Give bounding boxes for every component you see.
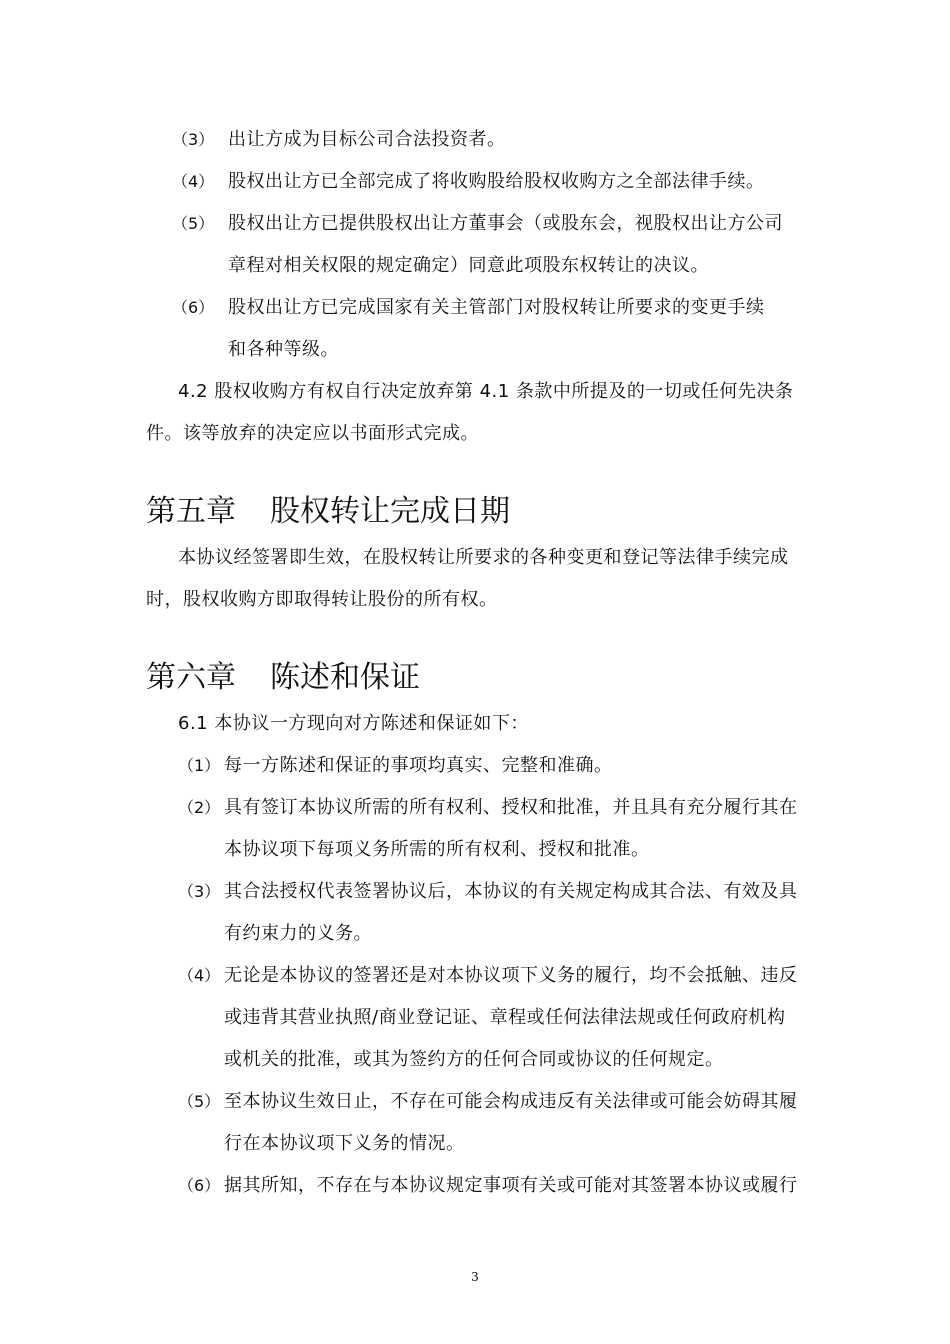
list-item-text: 具有签订本协议所需的所有权利、授权和批准，并且具有充分履行其在: [224, 797, 798, 818]
list-item-text: 据其所知，不存在与本协议规定事项有关或可能对其签署本协议或履行: [224, 1175, 798, 1196]
page-number: 3: [471, 1270, 479, 1284]
clause-4-2-text: 件。该等放弃的决定应以书面形式完成。: [146, 423, 479, 444]
clause-4-2-text: 4.2 股权收购方有权自行决定放弃第 4.1 条款中所提及的一切或任何先决条: [178, 381, 794, 402]
list-item-text: 或违背其营业执照/商业登记证、章程或任何法律法规或任何政府机构: [224, 1007, 786, 1028]
list-number: （4）: [178, 966, 221, 985]
list-number: （3）: [172, 130, 215, 149]
clause-6-1-intro: 6.1 本协议一方现向对方陈述和保证如下：: [178, 713, 529, 734]
list-number: （6）: [178, 1176, 221, 1195]
list-item-text: 有约束力的义务。: [224, 923, 372, 944]
chapter-label: 第五章: [146, 494, 236, 529]
list-number: （2）: [178, 798, 221, 817]
list-number: （6）: [172, 298, 215, 317]
list-item-text: 至本协议生效日止，不存在可能会构成违反有关法律或可能会妨碍其履: [224, 1091, 798, 1112]
list-number: （1）: [178, 756, 221, 775]
chapter-5-paragraph: 本协议经签署即生效，在股权转让所要求的各种变更和登记等法律手续完成: [178, 547, 789, 568]
list-item-text: 或机关的批准，或其为签约方的任何合同或协议的任何规定。: [224, 1049, 724, 1070]
chapter-5-paragraph: 时，股权收购方即取得转让股份的所有权。: [146, 589, 498, 610]
chapter-5-heading: [146, 492, 510, 532]
list-item-text: 股权出让方已全部完成了将收购股给股权收购方之全部法律手续。: [228, 171, 765, 192]
chapter-title: 股权转让完成日期: [270, 494, 510, 529]
list-number: （5）: [172, 214, 215, 233]
chapter-label: 第六章: [146, 660, 236, 695]
list-item-text: 每一方陈述和保证的事项均真实、完整和准确。: [224, 755, 613, 776]
list-item-text: 股权出让方已提供股权出让方董事会（或股东会，视股权出让方公司: [228, 213, 783, 234]
list-item-text: 和各种等级。: [228, 339, 339, 360]
chapter-6-heading: [146, 658, 420, 698]
list-item-text: 其合法授权代表签署协议后，本协议的有关规定构成其合法、有效及具: [224, 881, 798, 902]
chapter-title: 陈述和保证: [270, 660, 420, 695]
list-number: （5）: [178, 1092, 221, 1111]
list-item-text: 本协议项下每项义务所需的所有权利、授权和批准。: [224, 839, 650, 860]
list-item-text: 章程对相关权限的规定确定）同意此项股东权转让的决议。: [228, 255, 709, 276]
list-item-text: 行在本协议项下义务的情况。: [224, 1133, 465, 1154]
list-number: （4）: [172, 172, 215, 191]
list-number: （3）: [178, 882, 221, 901]
list-item-text: 出让方成为目标公司合法投资者。: [228, 129, 506, 150]
list-item-text: 股权出让方已完成国家有关主管部门对股权转让所要求的变更手续: [228, 297, 765, 318]
list-item-text: 无论是本协议的签署还是对本协议项下义务的履行，均不会抵触、违反: [224, 965, 798, 986]
